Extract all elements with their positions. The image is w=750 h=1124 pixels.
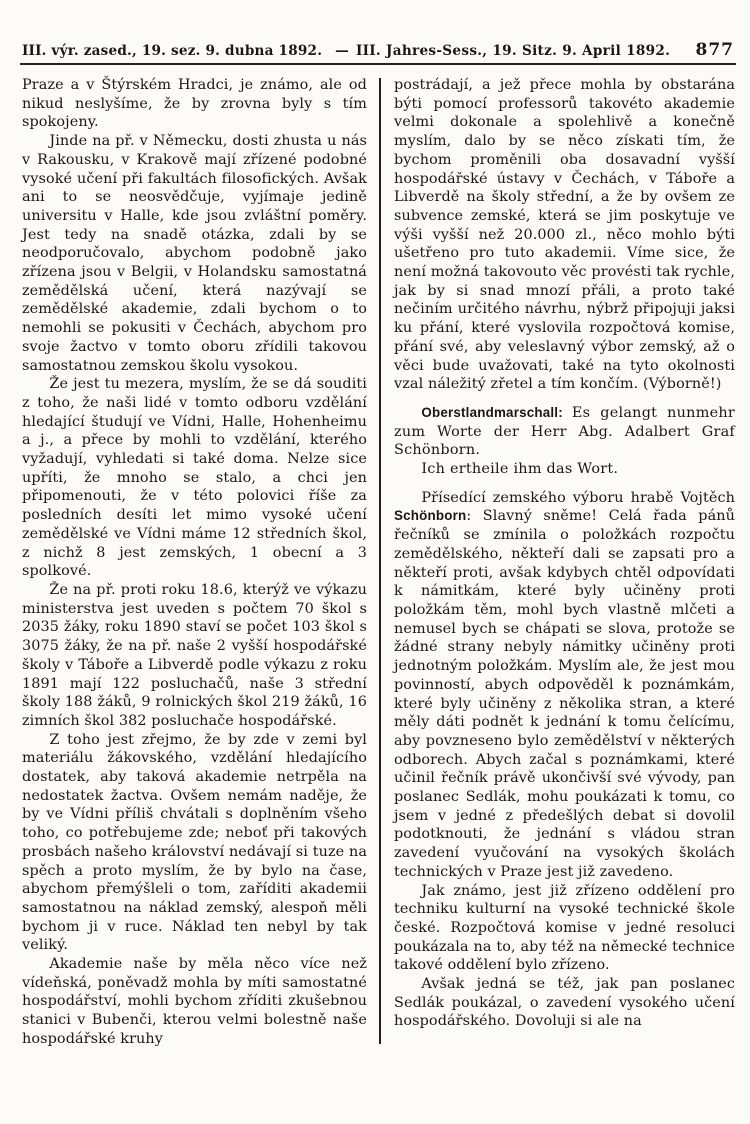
text-run: Es gelangt nunmehr zum Worte der Herr Abg. Adalbert Graf Schönborn. <box>394 404 735 459</box>
text-run: Že jest tu mezera, myslím, že se dá souditi z toho, že naši lidé v tomto odboru vzdělání hledající študují ve Vídni, Halle, Hohenheimu a j., a přece by mohli to vzdělání, kterého vyžadují, vyhledati si také doma. Nelze sice upříti, že mnoho se stalo, a chci jen připomenouti, že v této polovici říše za posledních desíti let mimo vysoké učení zemědělské ve Vídni máme 12 středních škol, z nichž 8 jest zemských, 1 obecní a 3 spolkové. <box>22 376 367 580</box>
paragraph <box>394 404 735 460</box>
speaker-name: Schönborn <box>394 508 467 524</box>
paragraph <box>394 882 735 976</box>
header-rule <box>20 63 736 65</box>
text-run: Praze a v Štýrském Hradci, je známo, ale od nikud neslyšíme, že by zrovna byly s tím spokojeny. <box>22 77 367 131</box>
paragraph <box>22 132 367 375</box>
paragraph <box>22 581 367 731</box>
right-column <box>394 76 735 1031</box>
text-run: Jak známo, jest již zřízeno oddělení pro techniku kulturní na vysoké technické škole české. Rozpočtová komise v jedné resoluci poukázala na to, aby též na německé technice takové oddělení bylo zřízeno. <box>394 882 735 974</box>
text-run: Z toho jest zřejmo, že by zde v zemi byl materiálu žákovského, vzdělání hledajícího dostatek, aby taková akademie netrpěla na nedostatek žactva. Ovšem nemám naděje, že by ve Vídni příliš chvátali s doplněním všeho toho, co potřebujeme zde; neboť při takových prosbách našeho království nedávají si tuze na spěch a proto myslím, že by bylo na čase, abychom přemýšleli o tom, zaříditi akademii samostatnou na náklad zemský, alespoň měli bychom ji v ruce. Náklad ten nebyl by tak veliký. <box>22 731 367 954</box>
paragraph <box>22 731 367 955</box>
paragraph <box>22 375 367 581</box>
header-session-german: III. Jahres-Sess., 19. Sitz. 9. April 1892. <box>355 43 671 59</box>
page-header <box>22 40 734 60</box>
text-run: : Slavný sněme! Celá řada pánů řečníků se zmínila o položkách rozpočtu zemědělského, někteří dali se zapsati pro a někteří proti, avšak kdybych chtěl odpovídati k námitkám, které byly učiněny proti položkám těm, mohl bych vlastně mlčeti a nemusel bych se chápati se slova, protože se žádné strany nebyly námitky učiněny proti jednotným položkám. Myslím ale, že jest mou povinností, abych odpověděl k poznámkám, které byly učiněny z několika stran, a které měly dáti podnět k jednání k tomu čelícímu, aby povzneseno bylo zemědělství v některých odborech. Abych začal s poznámkami, které učinil řečník právě ukončivší své vývody, pan poslanec Sedlák, mohu poukázati k tomu, co jsem v jedné z předešlých debat si dovolil podotknouti, že jednání s vládou stran zavedení vyučování na vysokých školách technických v Praze jest již zavedeno. <box>394 508 735 880</box>
text-run: Že na př. proti roku 18.6, kterýž ve výkazu ministerstva jest uveden s počtem 70 škol s 2035 žáky, roku 1890 staví se počet 103 škol s 3075 žáky, že na př. naše 2 vyšší hospodářské školy v Táboře a Libverdě podle výkazu z roku 1891 mají 122 posluchačů, naše 3 střední školy 188 žáků, 9 rolnických škol 219 žáků, 16 zimních škol 382 posluchače hospodářské. <box>22 581 367 729</box>
paragraph <box>22 955 367 1049</box>
text-run: Ich ertheile ihm das Wort. <box>421 461 619 478</box>
header-session-czech: III. výr. zased., 19. sez. 9. dubna 1892. <box>22 43 323 59</box>
paragraph <box>394 489 735 882</box>
page-number: 877 <box>695 40 734 60</box>
text-run: Jinde na př. v Německu, dosti zhusta u nás v Rakousku, v Krakově mají zřízené podobné vysoké učení při fakultách filosofických. Avšak ani to se neosvědčuje, vyjímaje jedině universitu v Halle, kde jsou zvláštní poměry. Jest tedy na snadě otázka, zdali by se neodporučovalo, abychom podobně jako zřízena jsou v Belgii, v Holandsku samostatná zemědělská učení, která nazývají se zemědělské akademie, zdali bychom o to nemohli se pokusiti v Čechách, abychom pro svoje žactvo v tomto oboru zřídili takovou samostatnou zemskou školu vysokou. <box>22 133 367 374</box>
header-separator: — <box>335 43 349 59</box>
column-divider <box>379 78 381 1044</box>
text-run: postrádají, a jež přece mohla by obstarána býti pomocí professorů takovéto akademie velmi dokonale a spolehlivě a konečně myslím, dalo by se něco získati tím, že bychom proměnili oba dosavadní vyšší hospodářské ústavy v Čechách, v Táboře a Libverdě na školy střední, a že by ovšem ze subvence zemské, která se jim poskytuje ve výši vyšší než 20.000 zl., něco mohlo býti ušetřeno pro tuto akademii. Víme sice, že není možná takovouto věc provésti tak rychle, jak by si snad mnozí přáli, a proto také nečiním určitého návrhu, nýbrž připojuji jaksi ku přání, které vyslovila rozpočtová komise, přání své, aby veleslavný výbor zemský, až o věci bude uvažovati, také na tyto okolnosti vzal náležitý zřetel a tím končím. (Výborně!) <box>394 77 735 393</box>
text-columns <box>22 76 735 1049</box>
left-column <box>22 76 367 1049</box>
text-run: Avšak jedná se též, jak pan poslanec Sedlák poukázal, o zavedení vysokého učení hospodářského. Dovoluji si ale na <box>394 976 735 1030</box>
text-run: Akademie naše by měla něco více než vídeňská, poněvadž mohla by míti samostatné hospodářství, mohli bychom zříditi zkušebnou stanici v Bubenči, kterou velmi bolestně naše hospodářské kruhy <box>22 956 367 1047</box>
paragraph <box>22 76 367 132</box>
paragraph <box>394 460 735 479</box>
speaker-name: Oberstlandmarschall: <box>421 404 572 420</box>
text-run: Přísedící zemského výboru hrabě Vojtěch <box>421 489 735 506</box>
paragraph <box>394 76 735 394</box>
paragraph <box>394 975 735 1031</box>
